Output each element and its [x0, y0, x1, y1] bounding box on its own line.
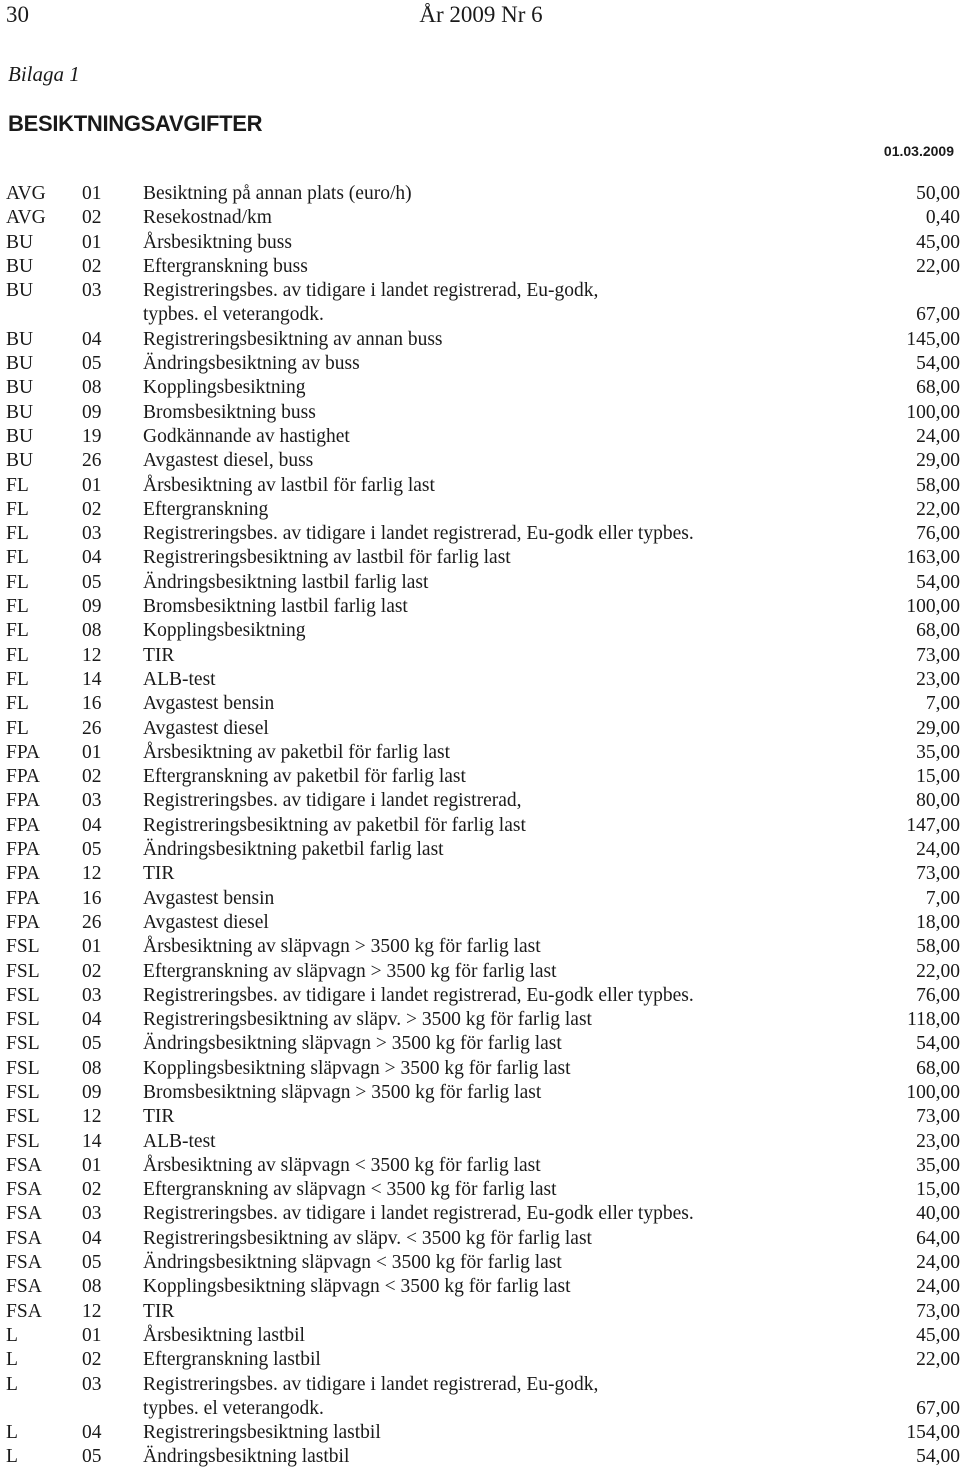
fee-description: TIR	[143, 644, 175, 666]
category-code: BU	[6, 377, 34, 399]
category-code: FSL	[6, 1130, 40, 1152]
table-row	[6, 474, 960, 498]
table-row	[6, 231, 960, 255]
fee-amount: 100,00	[906, 596, 960, 618]
table-row	[6, 1445, 960, 1469]
fee-description: Registreringsbes. av tidigare i landet registrerad,	[143, 790, 522, 812]
table-row	[6, 1397, 960, 1421]
category-code: FL	[6, 620, 29, 642]
fee-description: Eftergranskning av släpvagn > 3500 kg för farlig last	[143, 960, 557, 982]
table-row	[6, 911, 960, 935]
fee-description: Bromsbesiktning lastbil farlig last	[143, 596, 408, 618]
fee-description: Registreringsbes. av tidigare i landet registrerad, Eu-godk eller typbes.	[143, 523, 694, 545]
fee-amount: 24,00	[916, 425, 960, 447]
fee-code: 01	[82, 1324, 102, 1346]
fee-amount: 100,00	[906, 401, 960, 423]
table-row	[6, 765, 960, 789]
category-code: FL	[6, 717, 29, 739]
table-row	[6, 425, 960, 449]
fee-code: 08	[82, 1276, 102, 1298]
category-code: BU	[6, 280, 34, 302]
fee-code: 02	[82, 255, 102, 277]
category-code: FL	[6, 547, 29, 569]
fee-code: 01	[82, 183, 102, 204]
category-code: L	[6, 1422, 18, 1444]
fee-description: Eftergranskning av paketbil för farlig last	[143, 766, 466, 788]
fee-code: 01	[82, 1154, 102, 1176]
category-code: FSL	[6, 1033, 40, 1055]
fee-code: 14	[82, 1130, 102, 1152]
fee-amount: 73,00	[916, 644, 960, 666]
table-row	[6, 1348, 960, 1372]
fee-amount: 22,00	[916, 498, 960, 520]
category-code: FPA	[6, 766, 40, 788]
fee-amount: 73,00	[916, 1106, 960, 1128]
fee-code: 16	[82, 693, 102, 715]
table-row	[6, 619, 960, 643]
fee-amount: 58,00	[916, 936, 960, 958]
fee-amount: 45,00	[916, 1324, 960, 1346]
table-row	[6, 449, 960, 473]
fee-description: Registreringsbesiktning av paketbil för farlig last	[143, 814, 526, 836]
fee-code: 26	[82, 717, 102, 739]
fee-code: 01	[82, 231, 102, 253]
table-row	[6, 1008, 960, 1032]
fee-amount: 73,00	[916, 863, 960, 885]
category-code: FL	[6, 668, 29, 690]
table-row	[6, 644, 960, 668]
fee-description: Årsbesiktning av släpvagn < 3500 kg för farlig last	[143, 1154, 541, 1176]
fee-code: 12	[82, 863, 102, 885]
category-code: FPA	[6, 887, 40, 909]
fee-amount: 35,00	[916, 741, 960, 763]
fee-code: 01	[82, 741, 102, 763]
category-code: FSL	[6, 936, 40, 958]
fee-description: Kopplingsbesiktning släpvagn > 3500 kg för farlig last	[143, 1057, 571, 1079]
category-code: FSL	[6, 1081, 40, 1103]
fee-amount: 0,40	[925, 207, 960, 229]
page-header	[6, 0, 956, 34]
fee-description: Registreringsbes. av tidigare i landet registrerad, Eu-godk eller typbes.	[143, 984, 694, 1006]
fee-description: Eftergranskning	[143, 498, 269, 520]
category-code: FSA	[6, 1252, 42, 1274]
fee-code: 05	[82, 1446, 102, 1468]
fee-description: Avgastest diesel	[143, 911, 269, 933]
fee-description: Årsbesiktning av lastbil för farlig last	[143, 474, 435, 496]
fee-description: Årsbesiktning av paketbil för farlig last	[143, 741, 451, 763]
table-row	[6, 960, 960, 984]
fee-code: 12	[82, 1106, 102, 1128]
fee-code: 26	[82, 911, 102, 933]
fee-description: Kopplingsbesiktning	[143, 620, 306, 642]
fee-code: 19	[82, 425, 102, 447]
fee-description: Bromsbesiktning buss	[143, 401, 316, 423]
fee-code: 01	[82, 474, 102, 496]
fee-amount: 73,00	[916, 1300, 960, 1322]
category-code: FL	[6, 571, 29, 593]
fee-amount: 23,00	[916, 1130, 960, 1152]
fee-code: 09	[82, 401, 102, 423]
fee-description: TIR	[143, 1300, 175, 1322]
fee-amount: 68,00	[916, 620, 960, 642]
table-row	[6, 522, 960, 546]
table-row	[6, 571, 960, 595]
fee-amount: 64,00	[916, 1227, 960, 1249]
table-row	[6, 1227, 960, 1251]
table-row	[6, 935, 960, 959]
table-row	[6, 1178, 960, 1202]
fee-description: Besiktning på annan plats (euro/h)	[143, 183, 412, 204]
fee-amount: 29,00	[916, 717, 960, 739]
fee-code: 09	[82, 1081, 102, 1103]
fee-description: Ändringsbesiktning lastbil	[143, 1446, 350, 1468]
table-row	[6, 376, 960, 400]
table-row	[6, 595, 960, 619]
fee-amount: 118,00	[907, 1009, 960, 1031]
fee-amount: 80,00	[916, 790, 960, 812]
fee-amount: 54,00	[916, 1446, 960, 1468]
table-row	[6, 279, 960, 303]
fee-description: Eftergranskning av släpvagn < 3500 kg för farlig last	[143, 1179, 557, 1201]
fee-amount: 22,00	[916, 960, 960, 982]
table-row	[6, 1130, 960, 1154]
table-row	[6, 255, 960, 279]
table-row	[6, 1057, 960, 1081]
document-title: BESIKTNINGSAVGIFTER	[8, 111, 263, 136]
fee-code: 08	[82, 377, 102, 399]
fee-amount: 18,00	[916, 911, 960, 933]
table-row	[6, 1324, 960, 1348]
category-code: FSL	[6, 1106, 40, 1128]
fee-description: Avgastest diesel	[143, 717, 269, 739]
fee-code: 02	[82, 498, 102, 520]
category-code: BU	[6, 255, 34, 277]
fee-description: Registreringsbes. av tidigare i landet registrerad, Eu-godk eller typbes.	[143, 1203, 694, 1225]
fee-description: Bromsbesiktning släpvagn > 3500 kg för farlig last	[143, 1081, 542, 1103]
table-row	[6, 984, 960, 1008]
category-code: BU	[6, 450, 34, 472]
table-row	[6, 352, 960, 376]
table-row	[6, 862, 960, 886]
fee-amount: 68,00	[916, 1057, 960, 1079]
fee-description: Registreringsbesiktning av släpv. > 3500 kg för farlig last	[143, 1009, 592, 1031]
table-row	[6, 887, 960, 911]
fee-code: 08	[82, 620, 102, 642]
fee-code: 12	[82, 1300, 102, 1322]
fee-description: Registreringsbesiktning av lastbil för farlig last	[143, 547, 511, 569]
fee-description: Registreringsbes. av tidigare i landet registrerad, Eu-godk,	[143, 280, 599, 302]
fee-code: 01	[82, 936, 102, 958]
fee-amount: 54,00	[916, 1033, 960, 1055]
category-code: FL	[6, 474, 29, 496]
fee-code: 09	[82, 596, 102, 618]
fee-amount: 23,00	[916, 668, 960, 690]
table-row	[6, 401, 960, 425]
category-code: FPA	[6, 741, 40, 763]
fee-description: typbes. el veterangodk.	[143, 1397, 324, 1419]
fee-amount: 54,00	[916, 571, 960, 593]
fee-amount: 22,00	[916, 255, 960, 277]
fee-code: 03	[82, 790, 102, 812]
table-row	[6, 1202, 960, 1226]
fee-description: Avgastest diesel, buss	[143, 450, 314, 472]
fee-description: Årsbesiktning buss	[143, 231, 292, 253]
table-row	[6, 1154, 960, 1178]
fee-code: 14	[82, 668, 102, 690]
category-code: AVG	[6, 183, 46, 204]
category-code: L	[6, 1373, 18, 1395]
category-code: FPA	[6, 790, 40, 812]
fee-description: Ändringsbesiktning släpvagn < 3500 kg för farlig last	[143, 1252, 562, 1274]
table-row	[6, 498, 960, 522]
effective-date: 01.03.2009	[883, 143, 954, 159]
category-code: FL	[6, 693, 29, 715]
fee-amount: 76,00	[916, 523, 960, 545]
fee-description: Registreringsbes. av tidigare i landet registrerad, Eu-godk,	[143, 1373, 599, 1395]
fee-amount: 58,00	[916, 474, 960, 496]
table-row	[6, 206, 960, 230]
table-row	[6, 741, 960, 765]
category-code: BU	[6, 353, 34, 375]
fee-description: Eftergranskning buss	[143, 255, 308, 277]
table-row	[6, 546, 960, 570]
fee-description: Årsbesiktning av släpvagn > 3500 kg för farlig last	[143, 936, 541, 958]
category-code: BU	[6, 231, 34, 253]
category-code: FPA	[6, 814, 40, 836]
category-code: FSL	[6, 984, 40, 1006]
fee-description: Ändringsbesiktning av buss	[143, 353, 360, 375]
fee-description: Godkännande av hastighet	[143, 425, 350, 447]
category-code: FL	[6, 498, 29, 520]
fee-description: Resekostnad/km	[143, 207, 272, 229]
category-code: FSA	[6, 1179, 42, 1201]
fee-code: 05	[82, 839, 102, 861]
fee-code: 02	[82, 766, 102, 788]
fee-description: Kopplingsbesiktning släpvagn < 3500 kg för farlig last	[143, 1276, 571, 1298]
fee-code: 03	[82, 280, 102, 302]
fee-code: 08	[82, 1057, 102, 1079]
table-row	[6, 328, 960, 352]
fee-description: ALB-test	[143, 668, 216, 690]
fee-amount: 7,00	[925, 887, 960, 909]
table-row	[6, 1081, 960, 1105]
category-code: BU	[6, 328, 34, 350]
category-code: FSL	[6, 1009, 40, 1031]
fee-amount: 67,00	[916, 1397, 960, 1419]
fee-description: Registreringsbesiktning av annan buss	[143, 328, 443, 350]
fee-amount: 67,00	[916, 304, 960, 326]
fee-description: Ändringsbesiktning paketbil farlig last	[143, 839, 444, 861]
table-row	[6, 814, 960, 838]
fee-description: Avgastest bensin	[143, 887, 275, 909]
fee-amount: 35,00	[916, 1154, 960, 1176]
fee-description: Eftergranskning lastbil	[143, 1349, 321, 1371]
category-code: AVG	[6, 207, 46, 229]
fee-code: 02	[82, 1179, 102, 1201]
fee-code: 03	[82, 984, 102, 1006]
category-code: FL	[6, 523, 29, 545]
fee-description: Registreringsbesiktning lastbil	[143, 1422, 381, 1444]
fee-amount: 154,00	[906, 1422, 960, 1444]
table-row	[6, 1251, 960, 1275]
category-code: L	[6, 1324, 18, 1346]
table-row	[6, 303, 960, 327]
fee-code: 04	[82, 1009, 102, 1031]
fee-code: 02	[82, 1349, 102, 1371]
category-code: FSA	[6, 1154, 42, 1176]
fee-code: 05	[82, 571, 102, 593]
fee-amount: 7,00	[925, 693, 960, 715]
fee-amount: 50,00	[916, 183, 960, 204]
fee-code: 02	[82, 960, 102, 982]
table-row	[6, 1032, 960, 1056]
fee-amount: 24,00	[916, 1276, 960, 1298]
fee-amount: 54,00	[916, 353, 960, 375]
table-row	[6, 1275, 960, 1299]
category-code: FL	[6, 596, 29, 618]
fee-amount: 29,00	[916, 450, 960, 472]
fee-amount: 24,00	[916, 839, 960, 861]
category-code: FSA	[6, 1203, 42, 1225]
category-code: L	[6, 1349, 18, 1371]
fee-amount: 68,00	[916, 377, 960, 399]
fee-description: Avgastest bensin	[143, 693, 275, 715]
fee-code: 05	[82, 1033, 102, 1055]
fee-code: 02	[82, 207, 102, 229]
category-code: FSL	[6, 1057, 40, 1079]
fee-description: ALB-test	[143, 1130, 216, 1152]
fee-description: Årsbesiktning lastbil	[143, 1324, 305, 1346]
category-code: FSA	[6, 1227, 42, 1249]
fee-amount: 22,00	[916, 1349, 960, 1371]
fee-code: 04	[82, 814, 102, 836]
table-row	[6, 668, 960, 692]
fee-code: 04	[82, 547, 102, 569]
page-number: 30	[6, 2, 29, 27]
fee-amount: 100,00	[906, 1081, 960, 1103]
table-row	[6, 1421, 960, 1445]
category-code: FSL	[6, 960, 40, 982]
fee-code: 04	[82, 328, 102, 350]
fee-amount: 15,00	[916, 1179, 960, 1201]
category-code: FSA	[6, 1300, 42, 1322]
fee-code: 03	[82, 1203, 102, 1225]
fee-description: Kopplingsbesiktning	[143, 377, 306, 399]
table-row	[6, 182, 960, 206]
fee-code: 16	[82, 887, 102, 909]
category-code: BU	[6, 425, 34, 447]
fee-code: 05	[82, 1252, 102, 1274]
fee-code: 12	[82, 644, 102, 666]
fee-amount: 147,00	[906, 814, 960, 836]
fee-code: 04	[82, 1227, 102, 1249]
table-row	[6, 1373, 960, 1397]
table-row	[6, 717, 960, 741]
table-row	[6, 838, 960, 862]
fee-description: TIR	[143, 863, 175, 885]
category-code: FPA	[6, 839, 40, 861]
category-code: FPA	[6, 863, 40, 885]
category-code: FL	[6, 644, 29, 666]
fee-amount: 76,00	[916, 984, 960, 1006]
issue-label: År 2009 Nr 6	[419, 2, 543, 27]
table-row	[6, 1105, 960, 1129]
fee-code: 03	[82, 1373, 102, 1395]
fee-description: Ändringsbesiktning släpvagn > 3500 kg för farlig last	[143, 1033, 562, 1055]
fee-description: Registreringsbesiktning av släpv. < 3500 kg för farlig last	[143, 1227, 592, 1249]
fee-code: 05	[82, 353, 102, 375]
fee-description: typbes. el veterangodk.	[143, 304, 324, 326]
fee-amount: 45,00	[916, 231, 960, 253]
fee-code: 03	[82, 523, 102, 545]
fee-amount: 163,00	[906, 547, 960, 569]
fee-code: 04	[82, 1422, 102, 1444]
fee-amount: 15,00	[916, 766, 960, 788]
category-code: FPA	[6, 911, 40, 933]
fee-amount: 40,00	[916, 1203, 960, 1225]
category-code: L	[6, 1446, 18, 1468]
category-code: FSA	[6, 1276, 42, 1298]
category-code: BU	[6, 401, 34, 423]
fee-description: Ändringsbesiktning lastbil farlig last	[143, 571, 429, 593]
table-row	[6, 1300, 960, 1324]
table-row	[6, 692, 960, 716]
fee-amount: 24,00	[916, 1252, 960, 1274]
table-row	[6, 789, 960, 813]
fee-amount: 145,00	[906, 328, 960, 350]
fee-table	[6, 182, 960, 1470]
appendix-label: Bilaga 1	[8, 62, 80, 86]
fee-description: TIR	[143, 1106, 175, 1128]
fee-code: 26	[82, 450, 102, 472]
